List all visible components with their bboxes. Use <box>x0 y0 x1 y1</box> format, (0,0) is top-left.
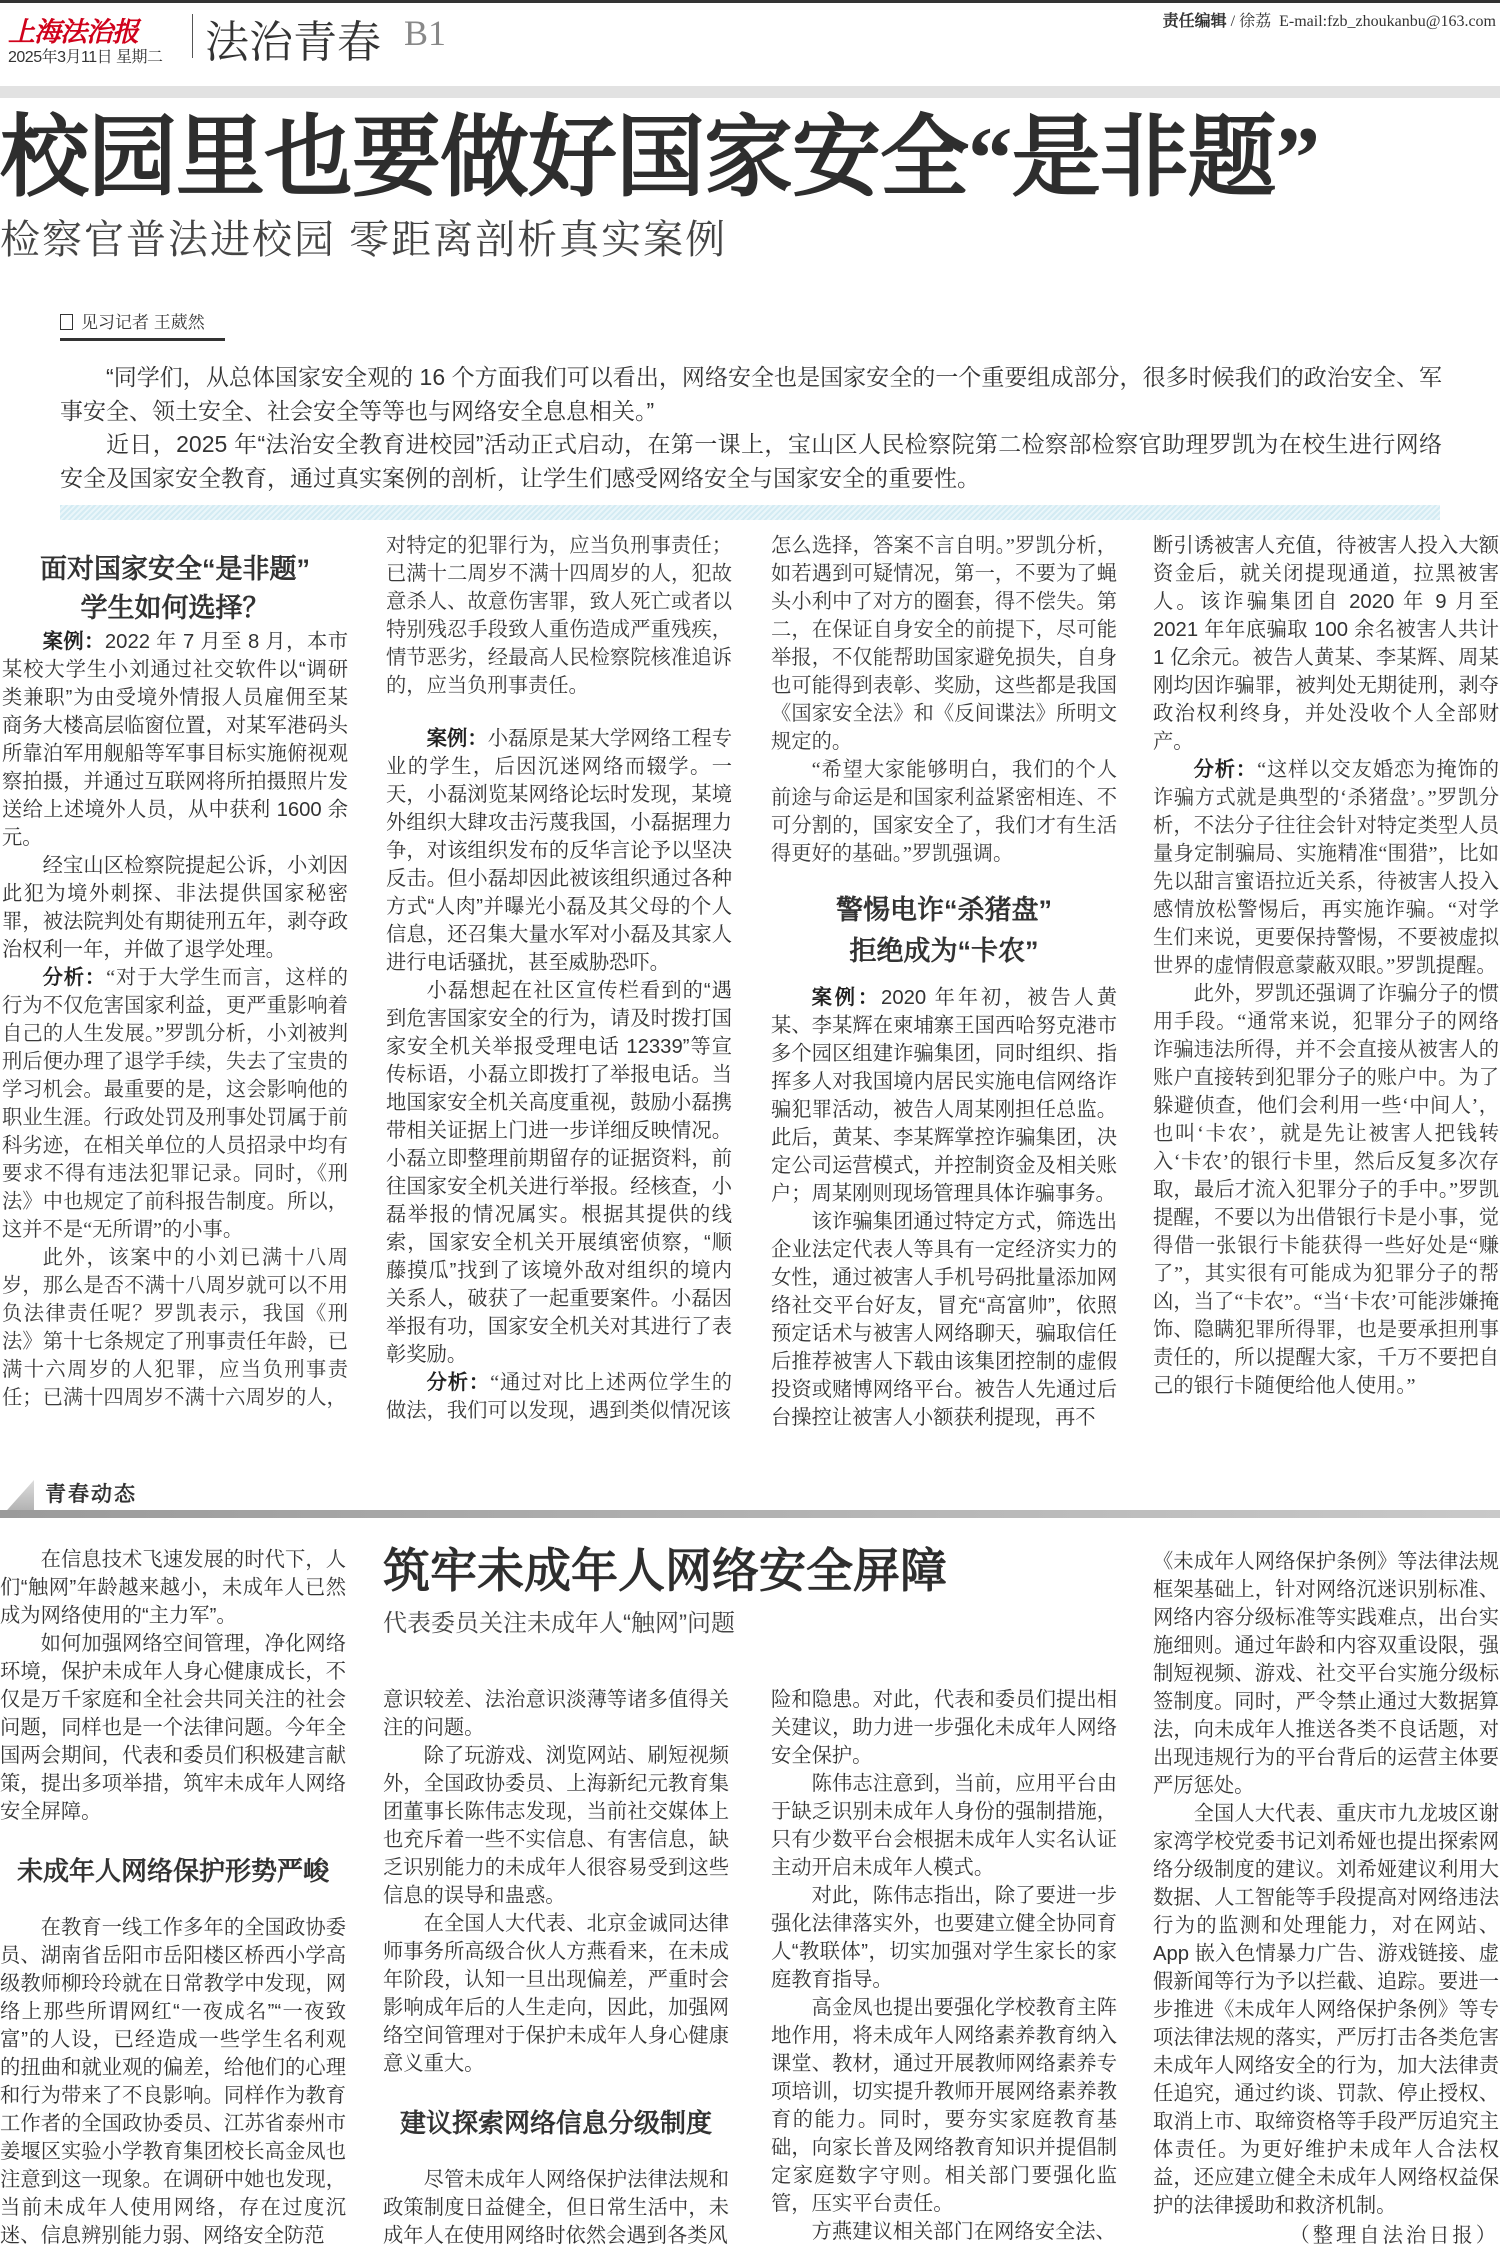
paragraph-label: 案例： <box>426 728 488 750</box>
paragraph <box>2 964 348 1244</box>
byline-text: 见习记者 王葳然 <box>81 313 205 332</box>
paragraph <box>0 1914 346 2250</box>
paragraph <box>2 1244 348 1412</box>
paragraph-text: 除了玩游戏、浏览网站、刷短视频外，全国政协委员、上海新纪元教育集团董事长陈伟志发现，当前社交媒体上也充斥着一些不实信息、有害信息，缺乏识别能力的未成年人很容易受到这些信息的误导和蛊惑。 <box>383 1745 729 1907</box>
main-subtitle: 检察官普法进校园 零距离剖析真实案例 <box>0 218 728 262</box>
paragraph <box>383 1686 729 1742</box>
heading-line: 警惕电诈“杀猪盘” <box>836 895 1052 925</box>
paragraph-text: 险和隐患。对此，代表和委员们提出相关建议，助力进一步强化未成年人网络安全保护。 <box>771 1689 1117 1767</box>
byline <box>60 308 205 333</box>
paragraph-text: 经宝山区检察院提起公诉，小刘因此犯为境外刺探、非法提供国家秘密罪，被法院判处有期徒刑五年，剥夺政治权利一年，并做了退学处理。 <box>2 855 348 961</box>
paragraph-text: 怎么选择，答案不言自明。”罗凯分析，如若遇到可疑情况，第一，不要为了蝇头小利中了对方的圈套，得不偿失。第二，在保证自身安全的前提下，尽可能举报，不仅能帮助国家避免损失，自身也可能得到表彰、奖励，这些都是我国《国家安全法》和《反间谍法》所明文规定的。 <box>771 535 1117 753</box>
paragraph <box>1153 532 1499 756</box>
paragraph-text: 在教育一线工作多年的全国政协委员、湖南省岳阳市岳阳楼区桥西小学高级教师柳玲玲就在日常教学中发现，网络上那些所谓网红“一夜成名”“一夜致富”的人设，已经造成一些学生名利观的扭曲和就业观的偏差，给他们的心理和行为带来了不良影响。同样作为教育工作者的全国政协委员、江苏省泰州市姜堰区实验小学教育集团校长高金凤也注意到这一现象。在调研中她也发现，当前未成年人使用网络，存在过度沉迷、信息辨别能力弱、网络安全防范 <box>0 1917 346 2247</box>
byline-box-icon <box>60 314 73 330</box>
heading-line: 建议探索网络信息分级制度 <box>399 2108 712 2138</box>
article-intro <box>60 361 1442 495</box>
paragraph <box>386 1369 732 1425</box>
paragraph-text: 断引诱被害人充值，待被害人投入大额资金后，就关闭提现通道，拉黑被害人。该诈骗集团自 2020 年 9 月至 2021 年年底骗取 100 余名被害人共计 1 亿余元。被告人黄某、李某辉、周某刚均因诈骗罪，被判处无期徒刑，剥夺政治权利终身，并处没收个人全部财产。 <box>1153 535 1499 753</box>
newspaper-logo: 上海法治报 <box>8 17 138 47</box>
paragraph <box>383 2166 729 2250</box>
paragraph <box>771 1208 1117 1432</box>
paragraph <box>383 1742 729 1910</box>
paragraph <box>386 977 732 1369</box>
news-column-4 <box>1153 1548 1499 2250</box>
paragraph-text: 对此，陈伟志指出，除了要进一步强化法律落实外，也要建立健全协同育人“教联体”，切实加强对学生家长的家庭教育指导。 <box>771 1885 1117 1991</box>
paragraph <box>1153 1548 1499 1800</box>
paragraph-text: 方燕建议相关部门在网络安全法、 <box>811 2221 1116 2243</box>
heading-line: 拒绝成为“卡农” <box>849 936 1039 966</box>
article-column-1 <box>2 550 348 1412</box>
paragraph-text: 在信息技术飞速发展的时代下，人们“触网”年龄越来越小，未成年人已然成为网络使用的“主力军”。 <box>0 1549 346 1627</box>
paragraph <box>771 756 1117 868</box>
paragraph <box>771 984 1117 1208</box>
byline-rule <box>60 338 225 341</box>
hatched-divider <box>60 505 1440 520</box>
paragraph <box>1153 756 1499 980</box>
paragraph-text: 全国人大代表、重庆市九龙坡区谢家湾学校党委书记刘希娅也提出探索网络分级制度的建议。刘希娅建议利用大数据、人工智能等手段提高对网络违法行为的监测和处理能力，对在网站、App 嵌入色情暴力广告、游戏链接、虚假新闻等行为予以拦截、追踪。要进一步推进《未成年人网络保护条例》等专项法律法规的落实，严厉打击各类危害未成年人网络安全的行为，加大法律责任追究，通过约谈、罚款、停止授权、取消上市、取缔资格等手段严厉追究主体责任。为更好维护未成年人合法权益，还应建立健全未成年人网络权益保护的法律援助和救济机制。 <box>1153 1803 1499 2217</box>
paragraph-text: 意识较差、法治意识淡薄等诸多值得关注的问题。 <box>383 1689 729 1739</box>
paragraph <box>0 1546 346 1630</box>
paragraph <box>2 628 348 852</box>
section-bar-stripe <box>0 1510 1500 1518</box>
paragraph-label: 案例： <box>42 631 105 653</box>
paragraph <box>771 1770 1117 1882</box>
paragraph-text: “通过对比上述两位学生的做法，我们可以发现，遇到类似情况该 <box>386 1372 732 1422</box>
paragraph-text: 小磊原是某大学网络工程专业的学生，后因沉迷网络而辍学。一天，小磊浏览某网络论坛时发现，某境外组织大肆攻击污蔑我国，小磊据理力争，对该组织发布的反华言论予以坚决反击。但小磊却因此被该组织通过各种方式“人肉”并曝光小磊及其父母的个人信息，还召集大量水军对小磊及其家人进行电话骚扰，甚至威胁恐吓。 <box>386 728 732 974</box>
column-heading <box>771 890 1117 972</box>
paragraph <box>771 1686 1117 1770</box>
intro-paragraph: 近日，2025 年“法治安全教育进校园”活动正式启动，在第一课上，宝山区人民检察院第二检察部检察官助理罗凯为在校生进行网络安全及国家安全教育，通过真实案例的剖析，让学生们感受网络安全与国家安全的重要性。 <box>60 431 1442 491</box>
section-bar-youth-news <box>0 1476 1500 1518</box>
paragraph-text: 该诈骗集团通过特定方式，筛选出企业法定代表人等具有一定经济实力的女性，通过被害人手机号码批量添加网络社交平台好友，冒充“高富帅”，依照预定话术与被害人网络聊天，骗取信任后推荐被害人下载由该集团控制的虚假投资或赌博网络平台。被告人先通过后台操控让被害人小额获利提现，再不 <box>771 1211 1117 1429</box>
paragraph-label: 分析： <box>426 1372 491 1394</box>
column-heading <box>383 2106 729 2140</box>
editor-info <box>1163 8 1496 31</box>
paragraph-text: 《未成年人网络保护条例》等法律法规框架基础上，针对网络沉迷识别标准、网络内容分级标准等实践难点，出台实施细则。通过年龄和内容双重设限，强制短视频、游戏、社交平台实施分级标签制度。同时，严令禁止通过大数据算法，向未成年人推送各类不良话题，对出现违规行为的平台背后的运营主体要严厉惩处。 <box>1153 1551 1499 1797</box>
paragraph <box>1153 980 1499 1400</box>
heading-line: 学生如何选择？ <box>80 593 270 623</box>
heading-line: 面对国家安全“是非题” <box>40 554 310 584</box>
second-headline: 筑牢未成年人网络安全屏障 <box>383 1546 947 1598</box>
paragraph <box>771 1994 1117 2218</box>
paragraph-text: 尽管未成年人网络保护法律法规和政策制度日益健全，但日常生活中，未成年人在使用网络时依然会遇到各类风 <box>383 2169 729 2247</box>
column-heading <box>0 1854 346 1888</box>
main-headline: 校园里也要做好国家安全“是非题” <box>0 110 1319 208</box>
paragraph-label: 分析： <box>42 967 107 989</box>
editor-name: / 徐荔 <box>1230 13 1272 30</box>
paragraph-text: 对特定的犯罪行为，应当负刑事责任；已满十二周岁不满十四周岁的人，犯故意杀人、故意伤害罪，致人死亡或者以特别残忍手段致人重伤造成严重残疾，情节恶劣，经最高人民检察院核准追诉的，应当负刑事责任。 <box>386 535 732 697</box>
paragraph <box>0 1630 346 1826</box>
paragraph-text: “对于大学生而言，这样的行为不仅危害国家利益，更严重影响着自己的人生发展。”罗凯分析，小刘被判刑后便办理了退学手续，失去了宝贵的学习机会。最重要的是，这会影响他的职业生涯。行政处罚及刑事处罚属于前科劣迹，在相关单位的人员招录中均有要求不得有违法犯罪记录。同时，《刑法》中也规定了前科报告制度。所以，这并不是“无所谓”的小事。 <box>2 967 348 1241</box>
top-rule <box>0 0 1500 3</box>
paragraph <box>1153 1800 1499 2220</box>
article-column-4 <box>1153 532 1499 1400</box>
paragraph-text: 此外，罗凯还强调了诈骗分子的惯用手段。“通常来说，犯罪分子的网络诈骗违法所得，并不会直接从被害人的账户直接转到犯罪分子的账户中。为了躲避侦查，他们会利用一些‘中间人’，也叫‘卡农’，就是先让被害人把钱转入‘卡农’的银行卡里，然后反复多次存取，最后才流入犯罪分子的手中。”罗凯提醒，不要以为出借银行卡是小事，觉得借一张银行卡能获得一些好处是“赚了”，其实很有可能成为犯罪分子的帮凶，当了“卡农”。“当‘卡农’可能涉嫌掩饰、隐瞒犯罪所得罪，也是要承担刑事责任的，所以提醒大家，千万不要把自己的银行卡随便给他人使用。” <box>1153 983 1499 1397</box>
source-note <box>1153 2222 1499 2250</box>
intro-paragraph: “同学们，从总体国家安全观的 16 个方面我们可以看出，网络安全也是国家安全的一个重要组成部分，很多时候我们的政治安全、军事安全、领土安全、社会安全等等也与网络安全息息相关。” <box>60 364 1442 424</box>
heading-line: 未成年人网络保护形势严峻 <box>16 1856 329 1886</box>
issue-date: 2025年3月11日 星期二 <box>8 49 163 66</box>
paragraph <box>771 1882 1117 1994</box>
news-column-1 <box>0 1546 346 2250</box>
paragraph <box>771 532 1117 756</box>
article-column-2 <box>386 532 732 1425</box>
editor-email: E-mail:fzb_zhoukanbu@163.com <box>1279 13 1496 30</box>
paragraph-text: 如何加强网络空间管理，净化网络环境，保护未成年人身心健康成长，不仅是万千家庭和全社会共同关注的社会问题，同样也是一个法律问题。今年全国两会期间，代表和委员们积极建言献策，提出多项举措，筑牢未成年人网络安全屏障。 <box>0 1633 346 1823</box>
paragraph-label: 案例： <box>811 987 882 1009</box>
paragraph <box>386 725 732 977</box>
paragraph-text: 2020 年年初，被告人黄某、李某辉在柬埔寨王国西哈努克港市多个园区组建诈骗集团，同时组织、指挥多人对我国境内居民实施电信网络诈骗犯罪活动，被告人周某刚担任总监。此后，黄某、李某辉掌控诈骗集团，决定公司运营模式，并控制资金及相关账户；周某刚则现场管理具体诈骗事务。 <box>771 987 1117 1205</box>
editor-label: 责任编辑 <box>1162 13 1227 30</box>
paragraph-text: 陈伟志注意到，当前，应用平台由于缺乏识别未成年人身份的强制措施，只有少数平台会根据未成年人实名认证主动开启未成年人模式。 <box>771 1773 1117 1879</box>
section-bar-label: 青春动态 <box>45 1483 137 1506</box>
paragraph-text: 在全国人大代表、北京金诚同达律师事务所高级合伙人方燕看来，在未成年阶段，认知一旦出现偏差，严重时会影响成年后的人生走向，因此，加强网络空间管理对于保护未成年人身心健康意义重大。 <box>383 1913 729 2075</box>
paragraph <box>386 532 732 700</box>
second-subtitle: 代表委员关注未成年人“触网”问题 <box>383 1610 735 1637</box>
paragraph <box>771 2218 1117 2246</box>
article-column-3 <box>771 532 1117 1432</box>
section-title: 法治青春 <box>205 18 381 67</box>
news-column-2 <box>383 1686 729 2250</box>
paragraph-text: 小磊想起在社区宣传栏看到的“遇到危害国家安全的行为，请及时拨打国家安全机关举报受理电话 12339”等宣传标语，小磊立即拨打了举报电话。当地国家安全机关高度重视，鼓励小磊携带相关证据上门进一步详细反映情况。小磊立即整理前期留存的证据资料，前往国家安全机关进行举报。经核查，小磊举报的情况属实。根据其提供的线索，国家安全机关开展缜密侦察，“顺藤摸瓜”找到了该境外敌对组织的境内关系人，破获了一起重要案件。小磊因举报有功，国家安全机关对其进行了表彰奖励。 <box>386 980 732 1366</box>
paragraph <box>383 1910 729 2078</box>
paragraph-text: 高金凤也提出要强化学校教育主阵地作用，将未成年人网络素养教育纳入课堂、教材，通过开展教师网络素养专项培训，切实提升教师开展网络素养教育的能力。同时，要夯实家庭教育基础，向家长普及网络教育知识并提倡制定家庭数字守则。相关部门要强化监管，压实平台责任。 <box>771 1997 1117 2215</box>
paragraph-text: （整理自法治日报） <box>1289 2225 1499 2247</box>
paragraph <box>2 852 348 964</box>
paragraph-text: 2022 年 7 月至 8 月，本市某校大学生小刘通过社交软件以“调研类兼职”为由受境外情报人员雇佣至某商务大楼高层临窗位置，对某军港码头所靠泊军用舰船等军事目标实施俯视观察拍摄，并通过互联网将所拍摄照片发送给上述境外人员，从中获利 1600 余元。 <box>2 631 348 849</box>
masthead-divider <box>192 14 193 58</box>
paragraph-text: “希望大家能够明白，我们的个人前途与命运是和国家利益紧密相连、不可分割的，国家安全了，我们才有生活得更好的基础。”罗凯强调。 <box>771 759 1117 865</box>
page-number: B1 <box>404 13 447 53</box>
paragraph-text: “这样以交友婚恋为掩饰的诈骗方式就是典型的‘杀猪盘’。”罗凯分析，不法分子往往会针对特定类型人员量身定制骗局、实施精准“围猎”，比如先以甜言蜜语拉近关系，待被害人投入感情放松警惕后，再实施诈骗。“对学生们来说，更要保持警惕，不要被虚拟世界的虚情假意蒙蔽双眼。”罗凯提醒。 <box>1153 759 1499 977</box>
paragraph-text: 此外，该案中的小刘已满十八周岁，那么是否不满十八周岁就可以不用负法律责任呢？罗凯表示，我国《刑法》第十七条规定了刑事责任年龄，已满十六周岁的人犯罪，应当负刑事责任；已满十四周岁不满十六周岁的人， <box>2 1247 348 1409</box>
header-band <box>0 86 1500 98</box>
news-column-3 <box>771 1686 1117 2246</box>
column-heading <box>2 550 348 628</box>
paragraph-label: 分析： <box>1193 759 1258 781</box>
